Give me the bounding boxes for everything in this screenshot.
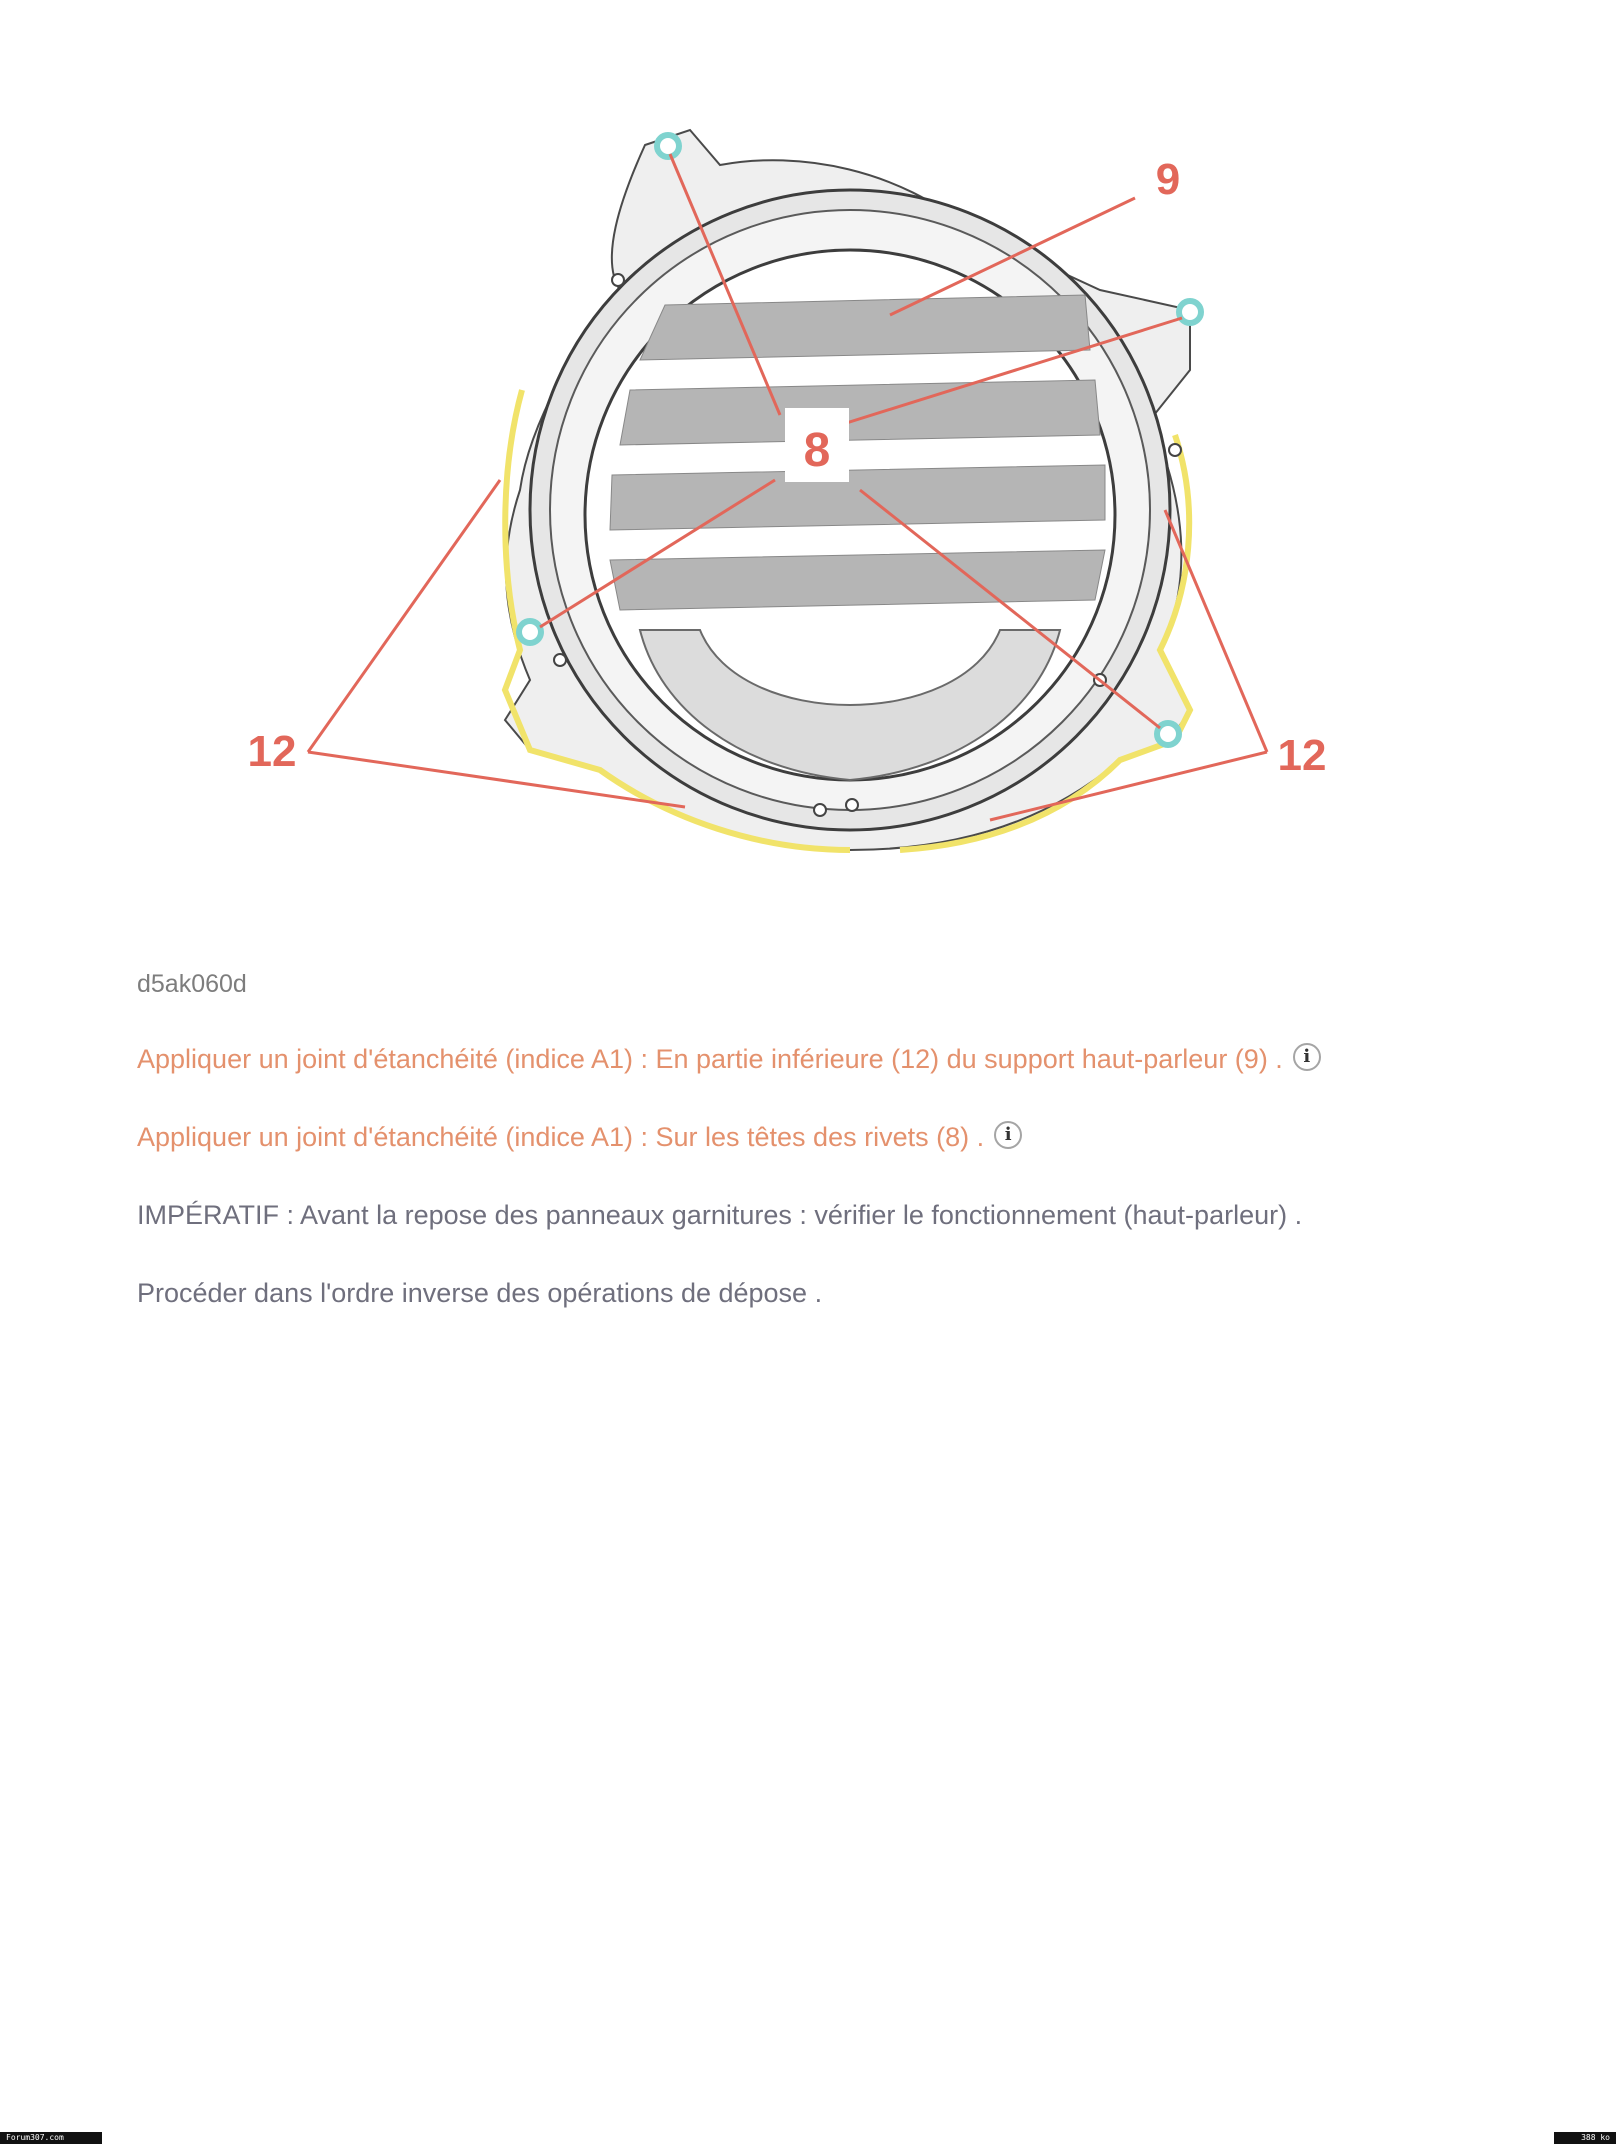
instruction-text: IMPÉRATIF : Avant la repose des panneaux garnitures : vérifier le fonctionnement (haut-parleur) . (137, 1200, 1303, 1230)
callout-lower-right: 12 (1277, 731, 1327, 780)
info-icon[interactable]: i (994, 1121, 1022, 1149)
instruction-text: Procéder dans l'ordre inverse des opérations de dépose . (137, 1278, 823, 1308)
reference-code: d5ak060d (137, 970, 247, 998)
rivet-top-left (657, 135, 679, 157)
instruction-reverse-order (137, 1278, 822, 1309)
instruction-seal-lower (137, 1043, 1321, 1075)
rivet-top-right (1179, 301, 1201, 323)
speaker-support-diagram (200, 90, 1360, 870)
callout-lower-left: 12 (247, 727, 297, 776)
instruction-imperative (137, 1200, 1302, 1231)
info-icon[interactable]: i (1293, 1043, 1321, 1071)
footer-size: 388 ko (1554, 2132, 1616, 2144)
footer-site: Forum307.com (0, 2132, 102, 2144)
instruction-seal-rivets (137, 1121, 1022, 1153)
rivet-left (519, 621, 541, 643)
callout-rivets: 8 (803, 424, 831, 477)
instruction-text: Appliquer un joint d'étanchéité (indice A1) : En partie inférieure (12) du support haut-parleur (9) . (137, 1044, 1283, 1074)
instruction-text: Appliquer un joint d'étanchéité (indice A1) : Sur les têtes des rivets (8) . (137, 1122, 985, 1152)
callout-support: 9 (1155, 155, 1181, 204)
diagram-svg (200, 90, 1360, 870)
rivet-bottom-right (1157, 723, 1179, 745)
